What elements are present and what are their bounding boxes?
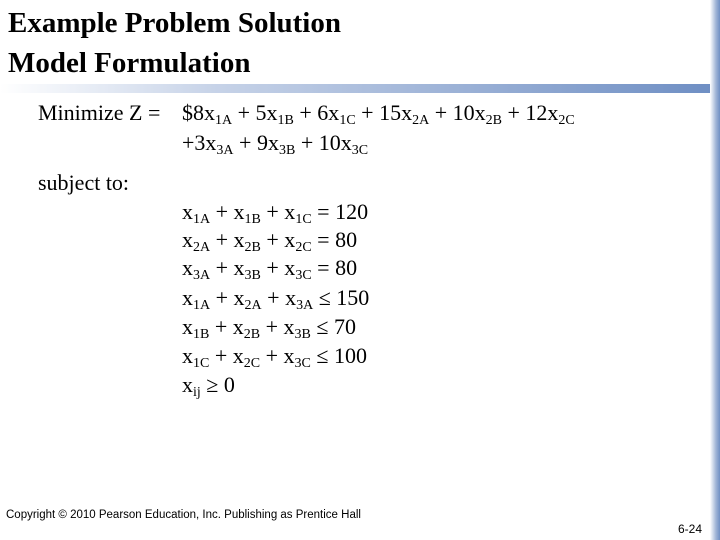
variable-subscript: 3A (216, 143, 234, 158)
constraint-row: $x_{1A} + x_{2A} + x_{3A} \le 150$ (182, 285, 370, 313)
variable-subscript: 3B (294, 327, 311, 342)
variable-subscript: 2C (558, 113, 575, 128)
variable-subscript: 2A (193, 240, 211, 255)
variable-subscript: 3C (351, 143, 369, 158)
page-number: 6-24 (677, 522, 702, 536)
title-line-2: Model Formulation (8, 47, 251, 79)
copyright-notice: Copyright © 2010 Pearson Education, Inc. Publishing as Prentice Hall (6, 509, 361, 521)
variable-subscript: 2B (485, 113, 502, 128)
title-underline-rule (0, 84, 710, 93)
variable-subscript: 3A (296, 298, 314, 313)
slide-title (0, 0, 710, 86)
objective-expression-line-2: $+3x_{3A} + 9x_{3B} + 10x_{3C}$ (182, 130, 369, 158)
variable-subscript: 1B (277, 113, 294, 128)
variable-subscript: 3B (244, 268, 261, 283)
variable-subscript: 2C (295, 240, 312, 255)
variable-subscript: 1A (215, 113, 233, 128)
variable-subscript: 1C (295, 212, 312, 227)
constraint-row: $x_{2A} + x_{2B} + x_{2C} = 80$ (182, 227, 358, 255)
variable-subscript: 1C (339, 113, 356, 128)
variable-subscript: 1A (193, 298, 211, 313)
variable-subscript: 1C (193, 356, 210, 371)
variable-subscript: 2A (412, 113, 430, 128)
variable-subscript: 1B (193, 327, 210, 342)
variable-subscript: ij (193, 385, 201, 400)
variable-subscript: 3A (193, 268, 211, 283)
constraint-row: $x_{1C} + x_{2C} + x_{3C} \le 100$ (182, 343, 367, 371)
constraint-row: $x_{1A} + x_{1B} + x_{1C} = 120$ (182, 199, 369, 227)
variable-subscript: 2B (244, 240, 261, 255)
title-line-1: Example Problem Solution (8, 7, 341, 39)
variable-subscript: 3B (278, 143, 296, 158)
variable-subscript: 3C (294, 356, 311, 371)
variable-subscript: 1A (193, 212, 211, 227)
constraint-row-nonnegativity: $x_{ij} \ge 0$ (182, 372, 235, 400)
variable-subscript: 2B (243, 327, 261, 342)
variable-subscript: 2C (243, 356, 261, 371)
side-decoration-stripe (710, 0, 720, 540)
constraint-row: $x_{3A} + x_{3B} + x_{3C} = 80$ (182, 255, 358, 283)
objective-expression-line-1: $\$8x_{1A} + 5x_{1B} + 6x_{1C} + 15x_{2A} + 10x_{2B} + 12x_{2C}$ (182, 100, 575, 128)
constraint-row: $x_{1B} + x_{2B} + x_{3B} \le 70$ (182, 314, 356, 342)
variable-subscript: 1B (244, 212, 261, 227)
objective-label: Minimize Z = (38, 100, 161, 125)
subject-to-label: subject to: (38, 170, 130, 195)
variable-subscript: 2A (244, 298, 262, 313)
variable-subscript: 3C (295, 268, 312, 283)
